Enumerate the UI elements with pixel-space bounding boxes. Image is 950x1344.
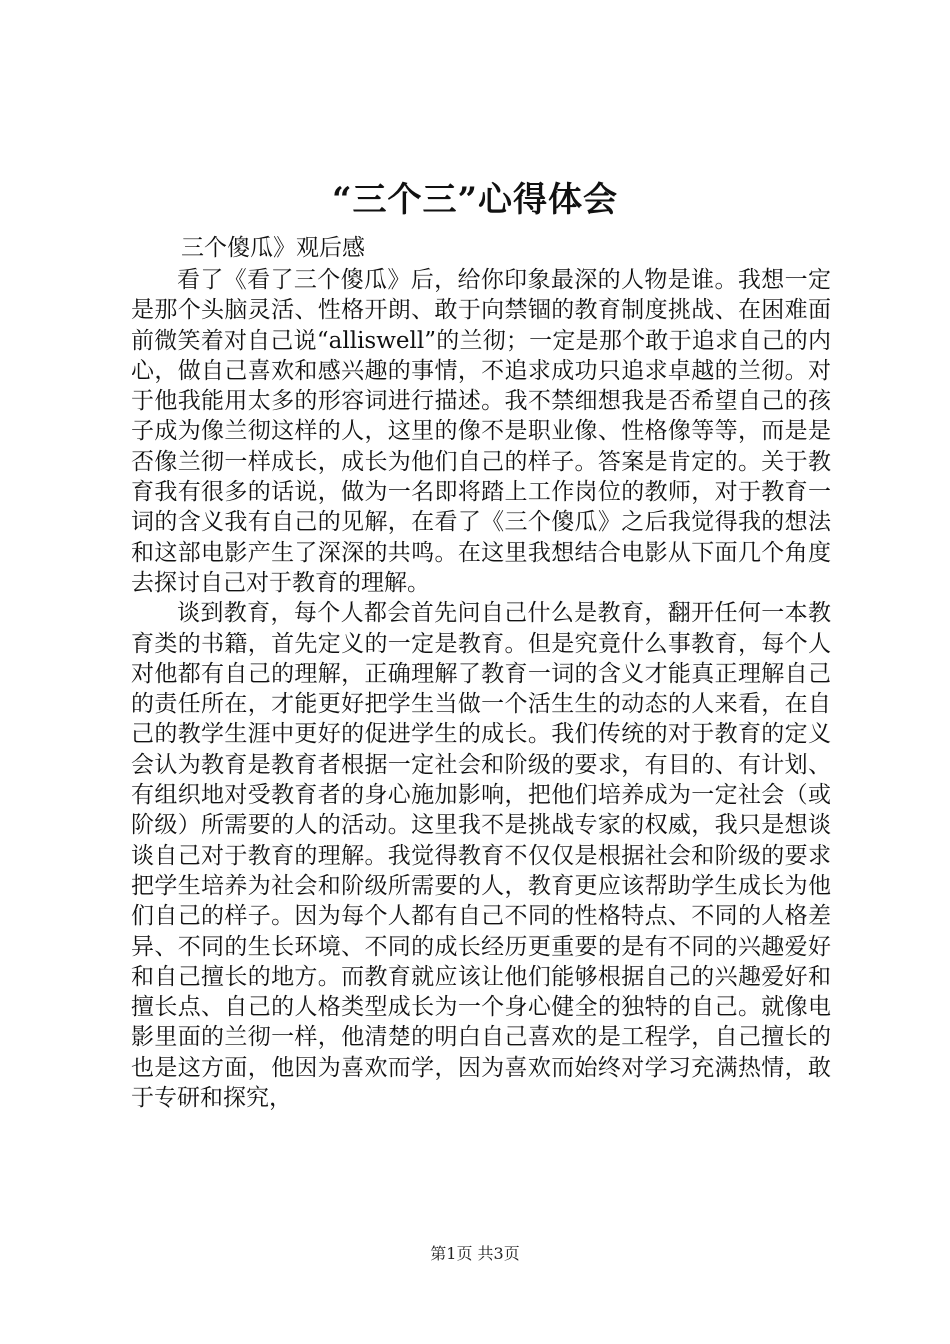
document-title: “三个三”心得体会: [331, 180, 619, 220]
document-body: [131, 265, 831, 1113]
page-footer: 第1页 共3页: [430, 1244, 520, 1263]
document-subtitle: 三个傻瓜》观后感: [181, 235, 365, 261]
paragraph-2: 谈到教育，每个人都会首先问自己什么是教育，翻开任何一本教育类的书籍，首先定义的一定是教育。但是究竟什么事教育，每个人对他都有自己的理解，正确理解了教育一词的含义才能真正理解自己的责任所在，才能更好把学生当做一个活生生的动态的人来看，在自己的教学生涯中更好的促进学生的成长。我们传统的对于教育的定义会认为教育是教育者根据一定社会和阶级的要求，有目的、有计划、有组织地对受教育者的身心施加影响，把他们培养成为一定社会（或阶级）所需要的人的活动。这里我不是挑战专家的权威，我只是想谈谈自己对于教育的理解。我觉得教育不仅仅是根据社会和阶级的要求把学生培养为社会和阶级所需要的人，教育更应该帮助学生成长为他们自己的样子。因为每个人都有自己不同的性格特点、不同的人格差异、不同的生长环境、不同的成长经历更重要的是有不同的兴趣爱好和自己擅长的地方。而教育就应该让他们能够根据自己的兴趣爱好和擅长点、自己的人格类型成长为一个身心健全的独特的自己。就像电影里面的兰彻一样，他清楚的明白自己喜欢的是工程学，自己擅长的也是这方面，他因为喜欢而学，因为喜欢而始终对学习充满热情，敢于专研和探究，: [131, 600, 831, 1112]
paragraph-1: 看了《看了三个傻瓜》后，给你印象最深的人物是谁。我想一定是那个头脑灵活、性格开朗、敢于向禁锢的教育制度挑战、在困难面前微笑着对自己说“alliswell”的兰彻；一定是那个敢于追求自己的内心，做自己喜欢和感兴趣的事情，不追求成功只追求卓越的兰彻。对于他我能用太多的形容词进行描述。我不禁细想我是否希望自己的孩子成为像兰彻这样的人，这里的像不是职业像、性格像等等，而是是否像兰彻一样成长，成长为他们自己的样子。答案是肯定的。关于教育我有很多的话说，做为一名即将踏上工作岗位的教师，对于教育一词的含义我有自己的见解，在看了《三个傻瓜》之后我觉得我的想法和这部电影产生了深深的共鸣。在这里我想结合电影从下面几个角度去探讨自己对于教育的理解。: [131, 267, 831, 596]
